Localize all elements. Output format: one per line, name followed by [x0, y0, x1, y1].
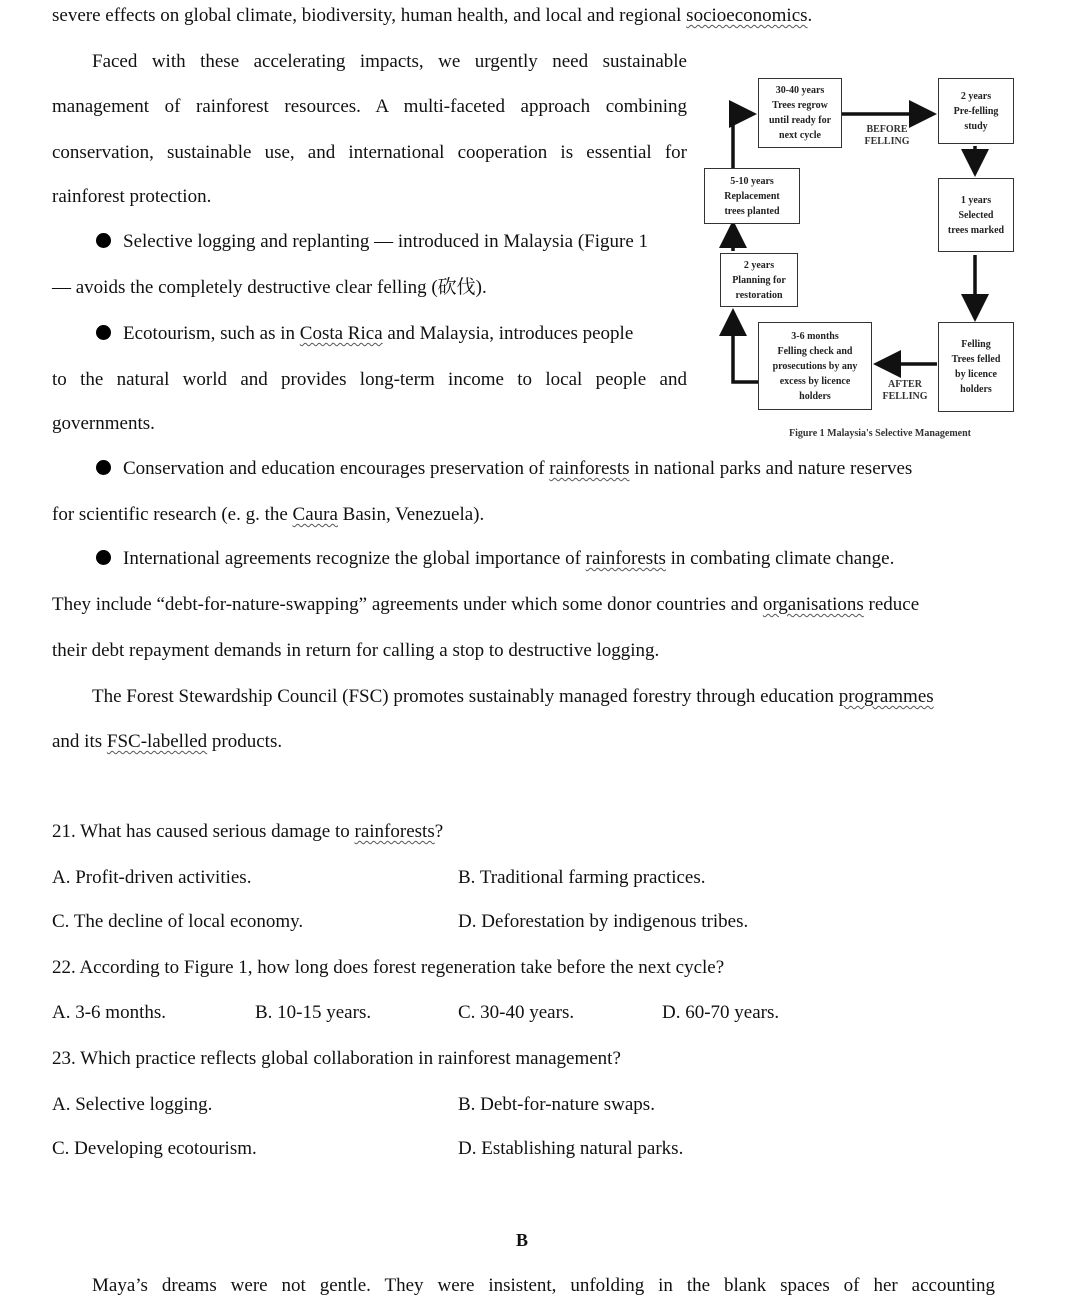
bullet-1-line-2: — avoids the completely destructive clear felling (砍伐).: [52, 277, 487, 298]
bullet-dot: [96, 550, 111, 565]
q22-option-d: D. 60-70 years.: [662, 1002, 780, 1023]
question-23-stem: 23. Which practice reflects global collaboration in rainforest management?: [52, 1048, 621, 1069]
box-regrow: 30-40 years Trees regrow until ready for next cycle: [758, 78, 842, 148]
figure-caption: Figure 1 Malaysia's Selective Management: [788, 428, 971, 439]
q21-option-a: A. Profit-driven activities.: [52, 867, 252, 888]
arrow-check-to-planning: [733, 315, 758, 382]
q22-option-b: B. 10-15 years.: [255, 1002, 372, 1023]
q21-option-b: B. Traditional farming practices.: [458, 867, 706, 888]
passage-line-top: severe effects on global climate, biodiversity, human health, and local and regional socioeconomics.: [52, 5, 813, 26]
q23-option-d: D. Establishing natural parks.: [458, 1138, 684, 1159]
bullet-4-line-2: They include “debt-for-nature-swapping” agreements under which some donor countries and organisations reduce: [52, 594, 920, 615]
arrow-replacement-to-regrow: [733, 114, 750, 170]
paragraph-1-line-3: conservation, sustainable use, and international cooperation is essential for: [52, 142, 687, 163]
bullet-dot: [96, 460, 111, 475]
figure-1-diagram: [700, 70, 1030, 440]
box-replacement: 5-10 years Replacement trees planted: [704, 168, 800, 224]
paragraph-1-line-1: Faced with these accelerating impacts, we urgently need sustainable: [92, 51, 687, 72]
bullet-2-line-1: Ecotourism, such as in Costa Rica and Malaysia, introduces people: [96, 323, 633, 345]
paragraph-1-line-4: rainforest protection.: [52, 186, 212, 207]
box-felling: Felling Trees felled by licence holders: [938, 322, 1014, 412]
section-b-first-line: Maya’s dreams were not gentle. They were insistent, unfolding in the blank spaces of her accounting: [92, 1275, 995, 1296]
box-prefelling: 2 years Pre-felling study: [938, 78, 1014, 144]
q22-option-a: A. 3-6 months.: [52, 1002, 166, 1023]
label-after-felling: AFTER FELLING: [882, 379, 928, 402]
q21-option-c: C. The decline of local economy.: [52, 911, 304, 932]
q23-option-a: A. Selective logging.: [52, 1094, 213, 1115]
paragraph-1-line-2: management of rainforest resources. A multi-faceted approach combining: [52, 96, 687, 117]
q23-option-c: C. Developing ecotourism.: [52, 1138, 257, 1159]
q21-option-d: D. Deforestation by indigenous tribes.: [458, 911, 749, 932]
bullet-1-line-1: Selective logging and replanting — introduced in Malaysia (Figure 1: [96, 231, 648, 253]
bullet-4-line-3: their debt repayment demands in return for calling a stop to destructive logging.: [52, 640, 660, 661]
box-selected: 1 years Selected trees marked: [938, 178, 1014, 252]
label-before-felling: BEFORE FELLING: [864, 124, 910, 147]
question-22-stem: 22. According to Figure 1, how long does forest regeneration take before the next cycle?: [52, 957, 725, 978]
bullet-2-line-3: governments.: [52, 413, 155, 434]
bullet-dot: [96, 325, 111, 340]
bullet-3-line-1: Conservation and education encourages preservation of rainforests in national parks and nature reserves: [96, 458, 912, 480]
bullet-4-line-1: International agreements recognize the global importance of rainforests in combating climate change.: [96, 548, 894, 570]
q23-option-b: B. Debt-for-nature swaps.: [458, 1094, 655, 1115]
paragraph-2-line-2: and its FSC-labelled products.: [52, 731, 283, 752]
question-21-stem: 21. What has caused serious damage to rainforests?: [52, 821, 444, 842]
q22-option-c: C. 30-40 years.: [458, 1002, 575, 1023]
bullet-dot: [96, 233, 111, 248]
section-b-heading: B: [516, 1230, 529, 1250]
box-planning: 2 years Planning for restoration: [720, 253, 798, 307]
bullet-3-line-2: for scientific research (e. g. the Caura Basin, Venezuela).: [52, 504, 485, 525]
box-check: 3-6 months Felling check and prosecutions by any excess by licence holders: [758, 322, 872, 410]
paragraph-2-line-1: The Forest Stewardship Council (FSC) promotes sustainably managed forestry through education programmes: [92, 686, 934, 707]
bullet-2-line-2: to the natural world and provides long-term income to local people and: [52, 369, 687, 390]
